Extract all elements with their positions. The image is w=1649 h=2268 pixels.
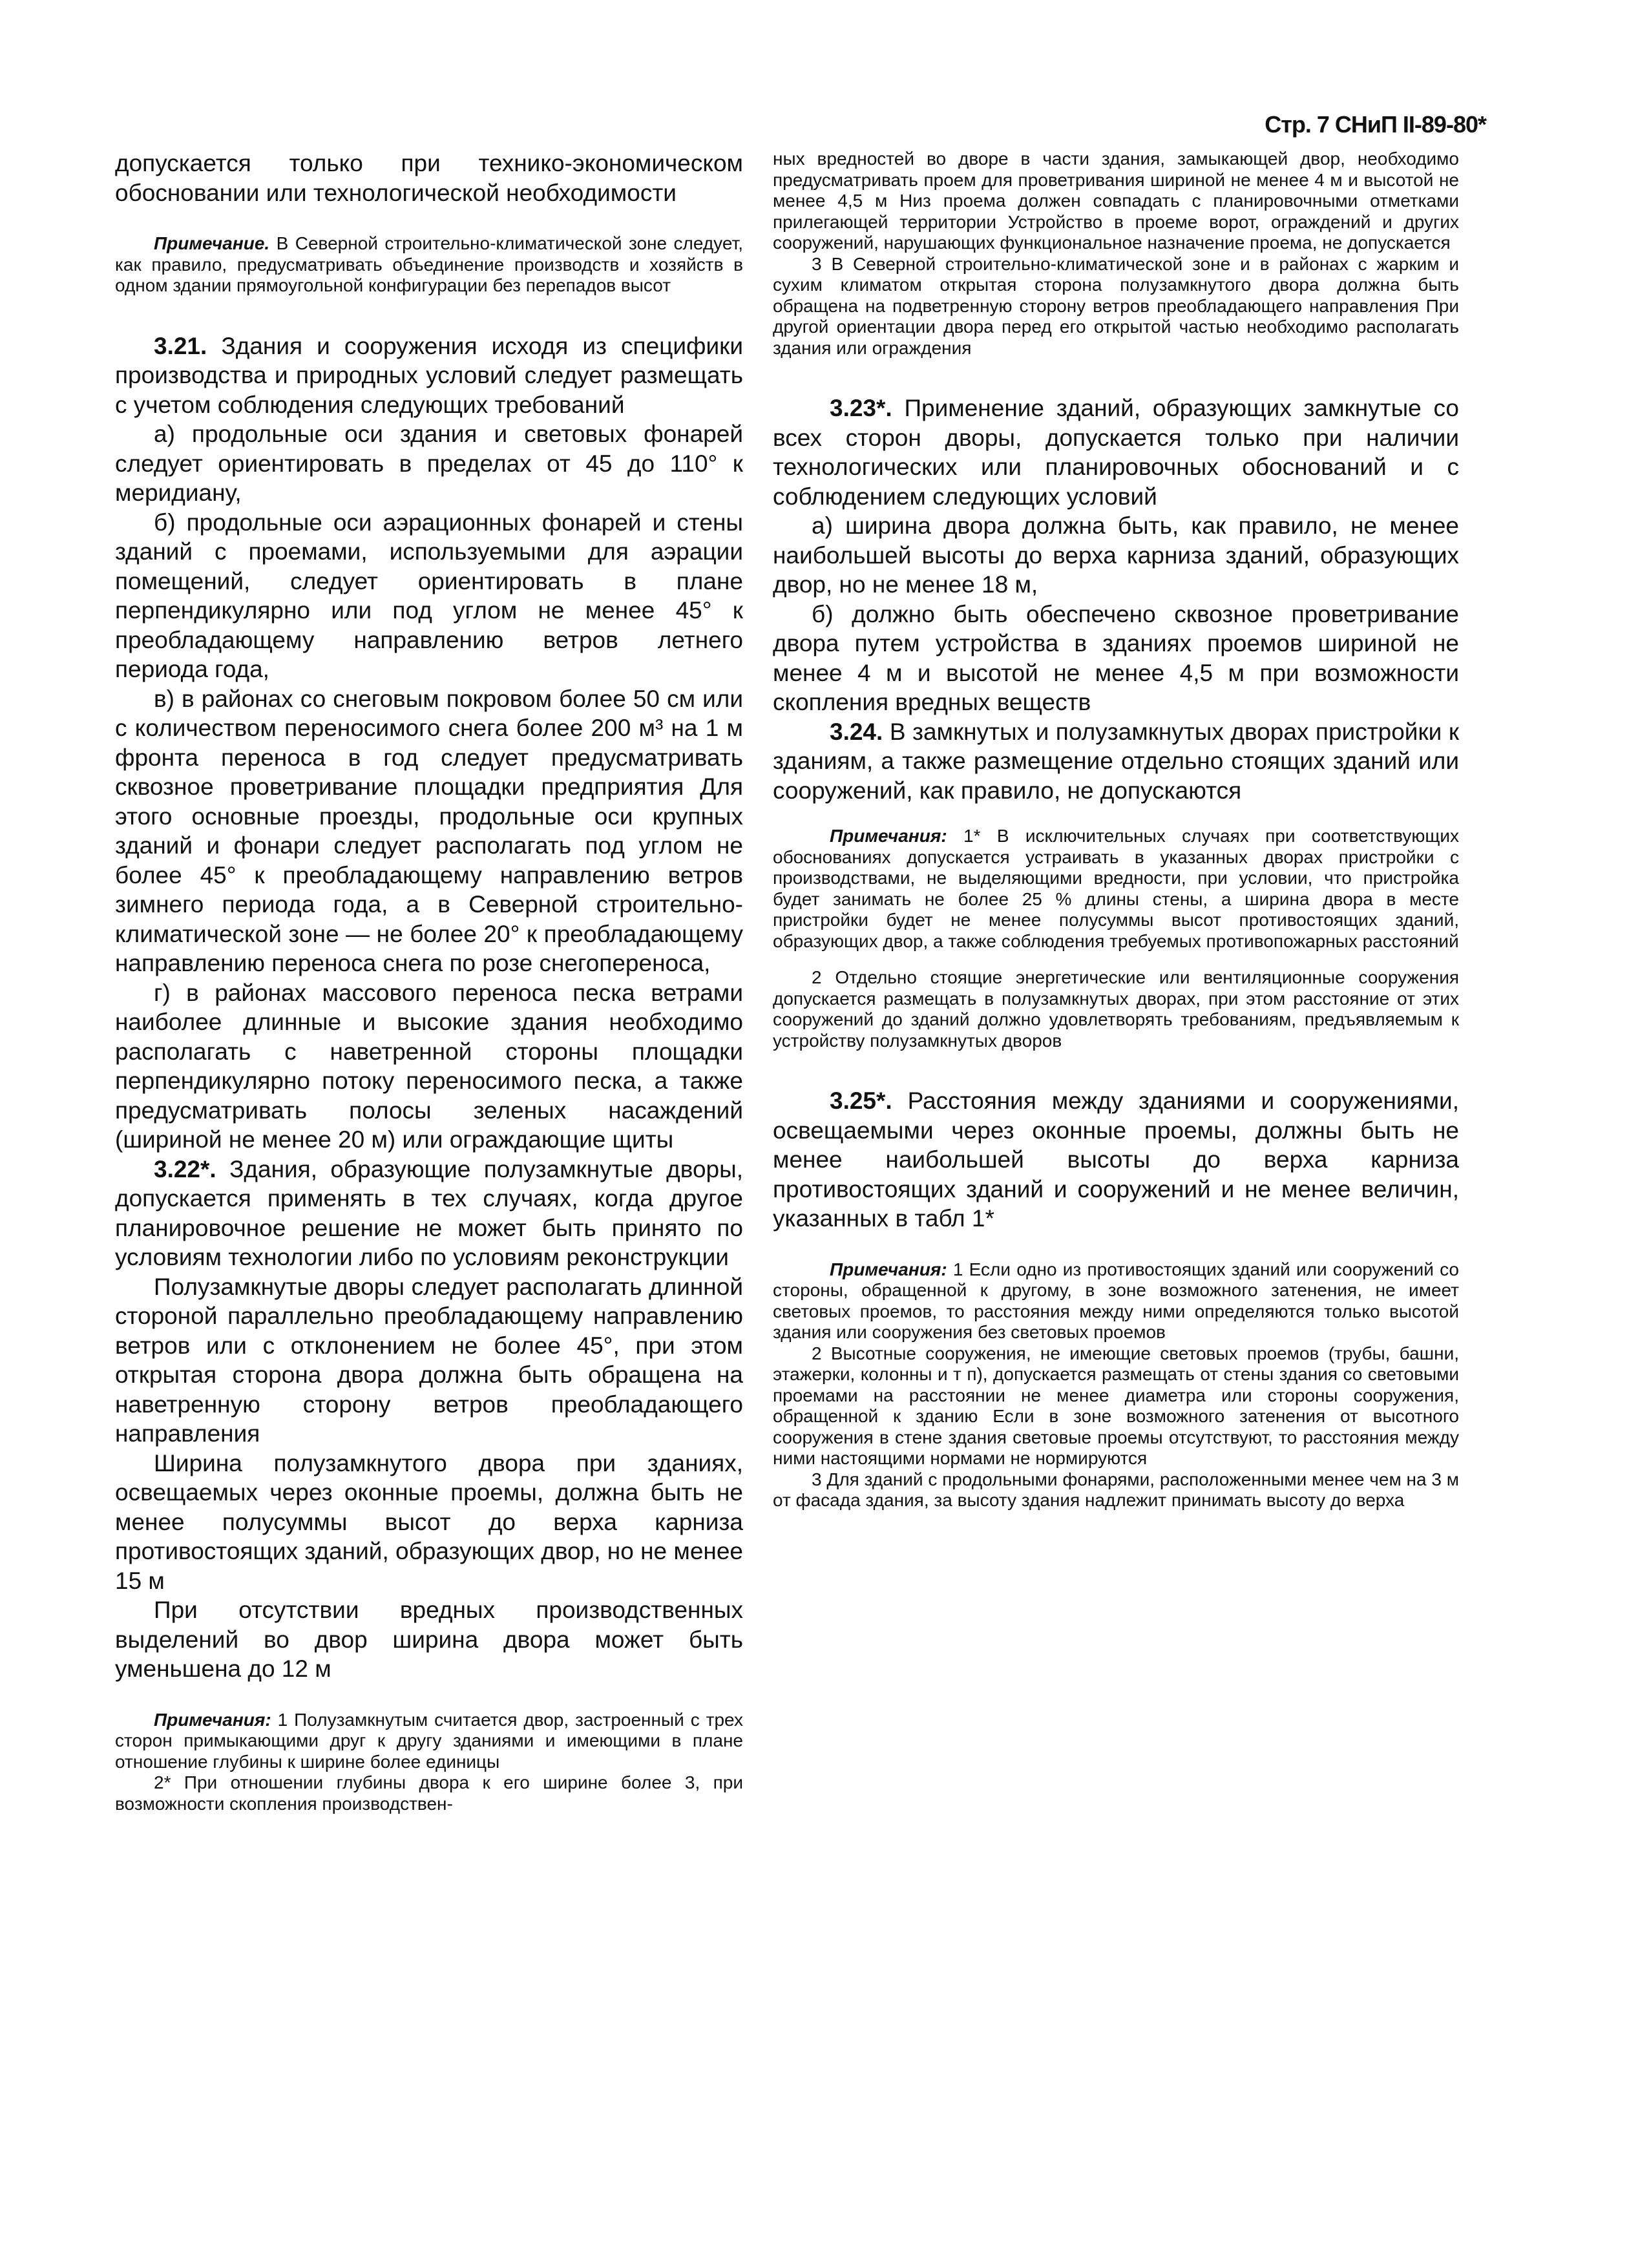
note xyxy=(773,1259,1459,1343)
note-label: Примечания: xyxy=(154,1709,271,1730)
section-3-24 xyxy=(773,717,1459,806)
list-item: б) должно быть обеспечено сквозное проветривание двора путем устройства в зданиях проемов шириной не менее 4 м и высотой не менее 4,5 м при возможности скопления вредных веществ xyxy=(773,600,1459,715)
paragraph: Полузамкнутые дворы следует располагать длинной стороной параллельно преобладающему направлению ветров или с отклонением не более 45°, при этом открытая сторона двора должна быть обращена на наветренную сторону ветров преобладающего направления xyxy=(115,1273,743,1447)
section-text: Расстояния между зданиями и сооружениями, освещаемыми через оконные проемы, должны быть не менее наибольшей высоты до верха карниза противостоящих зданий и сооружений и не менее величин, указанных в табл 1* xyxy=(773,1087,1459,1232)
paragraph: допускается только при технико-экономическом обосновании или технологической необходимости xyxy=(115,150,743,206)
note-text: 1* В исключительных случаях при соответствующих обоснованиях допускается устраивать в указанных дворах пристройки с производствами, не выделяющими вредности, при условии, что пристройка будет занимать не более 25 % длины стены, а ширина двора в месте пристройки будет не менее полусуммы высот противостоящих зданий, образующих двор, а также соблюдения требуемых противопожарных расстояний xyxy=(773,826,1460,951)
note-continuation: ных вредностей во дворе в части здания, замыкающей двор, необходимо предусматривать проем для проветривания шириной не менее 4 м и высотой не менее 4,5 м Низ проема должен совпадать с планировочными отметками прилегающей территории Устройство в проеме ворот, ограждений и других сооружений, нарушающих функциональное назначение проема, не допускается xyxy=(773,149,1459,253)
note-item: 2 Отдельно стоящие энергетические или вентиляционные сооружения допускается размещать в полузамкнутых дворах, при этом расстояние от этих сооружений до зданий должно удовлетворять требованиям, предъявляемым к устройству полузамкнутых дворов xyxy=(773,967,1459,1051)
note-text: 1 Полузамкнутым считается двор, застроенный с трех сторон примыкающими друг к другу зданиями и имеющими в плане отношение глубины к ширине более единицы xyxy=(115,1709,743,1772)
note-item: 3 Для зданий с продольными фонарями, расположенными менее чем на 3 м от фасада здания, за высоту здания надлежит принимать высоту до верха xyxy=(773,1469,1459,1510)
right-column xyxy=(773,149,1459,1511)
section-text: Применение зданий, образующих замкнутые со всех сторон дворы, допускается только при наличии технологических или планировочных обоснований и с соблюдением следующих условий xyxy=(773,395,1459,510)
note-text: 1 Если одно из противостоящих зданий или сооружений со стороны, обращенной к другому, в зоне возможного затенения, не имеет световых проемов, то расстояния между ними определяются только высотой здания или сооружения без световых проемов xyxy=(773,1259,1459,1342)
section-text: Здания и сооружения исходя из специфики производства и природных условий следует размещать с учетом соблюдения следующих требований xyxy=(115,332,743,418)
section-text: В замкнутых и полузамкнутых дворах пристройки к зданиям, а также размещение отдельно стоящих зданий или сооружений, как правило, не допускаются xyxy=(773,718,1460,804)
note-item: 3 В Северной строительно-климатической зоне и в районах с жарким и сухим климатом открытая сторона полузамкнутого двора должна быть обращена на подветренную сторону ветров преобладающего направления При другой ориентации двора перед его открытой частью необходимо располагать здания или ограждения xyxy=(773,253,1459,358)
section-3-21 xyxy=(115,331,743,420)
list-item: а) продольные оси здания и световых фонарей следует ориентировать в пределах от 45 до 110° к меридиану, xyxy=(115,421,743,506)
section-3-23 xyxy=(773,394,1459,511)
note xyxy=(115,1710,743,1773)
left-column xyxy=(115,149,743,1814)
section-number: 3.22*. xyxy=(154,1155,216,1182)
list-item: г) в районах массового переноса песка ветрами наиболее длинные и высокие здания необходимо располагать с наветренной стороны площадки перпендикулярно потоку переносимого песка, а также предусматривать полосы зеленых насаждений (шириной не менее 20 м) или ограждающие щиты xyxy=(115,979,743,1153)
section-text: Здания, образующие полузамкнутые дворы, допускается применять в тех случаях, когда другое планировочное решение не может быть принято по условиям технологии либо по условиям реконструкции xyxy=(115,1155,744,1270)
section-number: 3.24. xyxy=(830,718,883,745)
note-item: 2* При отношении глубины двора к его ширине более 3, при возможности скопления производствен- xyxy=(115,1772,743,1814)
note-item: 2 Высотные сооружения, не имеющие световых проемов (трубы, башни, этажерки, колонны и т п), допускается размещать от стены здания со световыми проемами на расстоянии не менее диаметра или стороны сооружения, обращенной к зданию Если в зоне возможного затенения от высотного сооружения в стене здания световые проемы отсутствуют, то расстояния между ними настоящими нормами не нормируются xyxy=(773,1343,1459,1468)
list-item: б) продольные оси аэрационных фонарей и стены зданий с проемами, используемыми для аэрации помещений, следует ориентировать в плане перпендикулярно или под углом не менее 45° к преобладающему направлению ветров летнего периода года, xyxy=(115,509,743,682)
list-item: а) ширина двора должна быть, как правило, не менее наибольшей высоты до верха карниза зданий, образующих двор, но не менее 18 м, xyxy=(773,512,1459,598)
note-label: Примечание. xyxy=(154,233,270,253)
note-label: Примечания: xyxy=(830,826,947,846)
paragraph: При отсутствии вредных производственных выделений во двор ширина двора может быть уменьшена до 12 м xyxy=(115,1597,743,1682)
section-number: 3.25*. xyxy=(830,1087,892,1114)
list-item: в) в районах со снеговым покровом более 50 см или с количеством переносимого снега более 200 м³ на 1 м фронта переноса в год следует предусматривать сквозное проветривание площадки предприятия Для этого основные проезды, продольные оси крупных зданий и фонари следует располагать под углом не более 45° к преобладающему направлению ветров зимнего периода года, а в Северной строительно-климатической зоне — не более 20° к преобладающему направлению переноса снега по розе снегопереноса, xyxy=(115,685,743,976)
section-number: 3.21. xyxy=(154,332,207,359)
paragraph: Ширина полузамкнутого двора при зданиях, освещаемых через оконные проемы, должна быть не менее полусуммы высот до верха карниза противостоящих зданий, образующих двор, но не менее 15 м xyxy=(115,1449,743,1594)
section-3-22 xyxy=(115,1155,743,1272)
section-3-25 xyxy=(773,1086,1459,1234)
note xyxy=(773,826,1459,952)
note xyxy=(115,233,743,297)
page-header: Стр. 7 СНиП II-89-80* xyxy=(1265,111,1486,138)
section-number: 3.23*. xyxy=(830,395,892,421)
note-label: Примечания: xyxy=(830,1259,947,1279)
note-text: В Северной строительно-климатической зоне следует, как правило, предусматривать объединение производств и хозяйств в одном здании прямоугольной конфигурации без перепадов высот xyxy=(115,233,743,295)
